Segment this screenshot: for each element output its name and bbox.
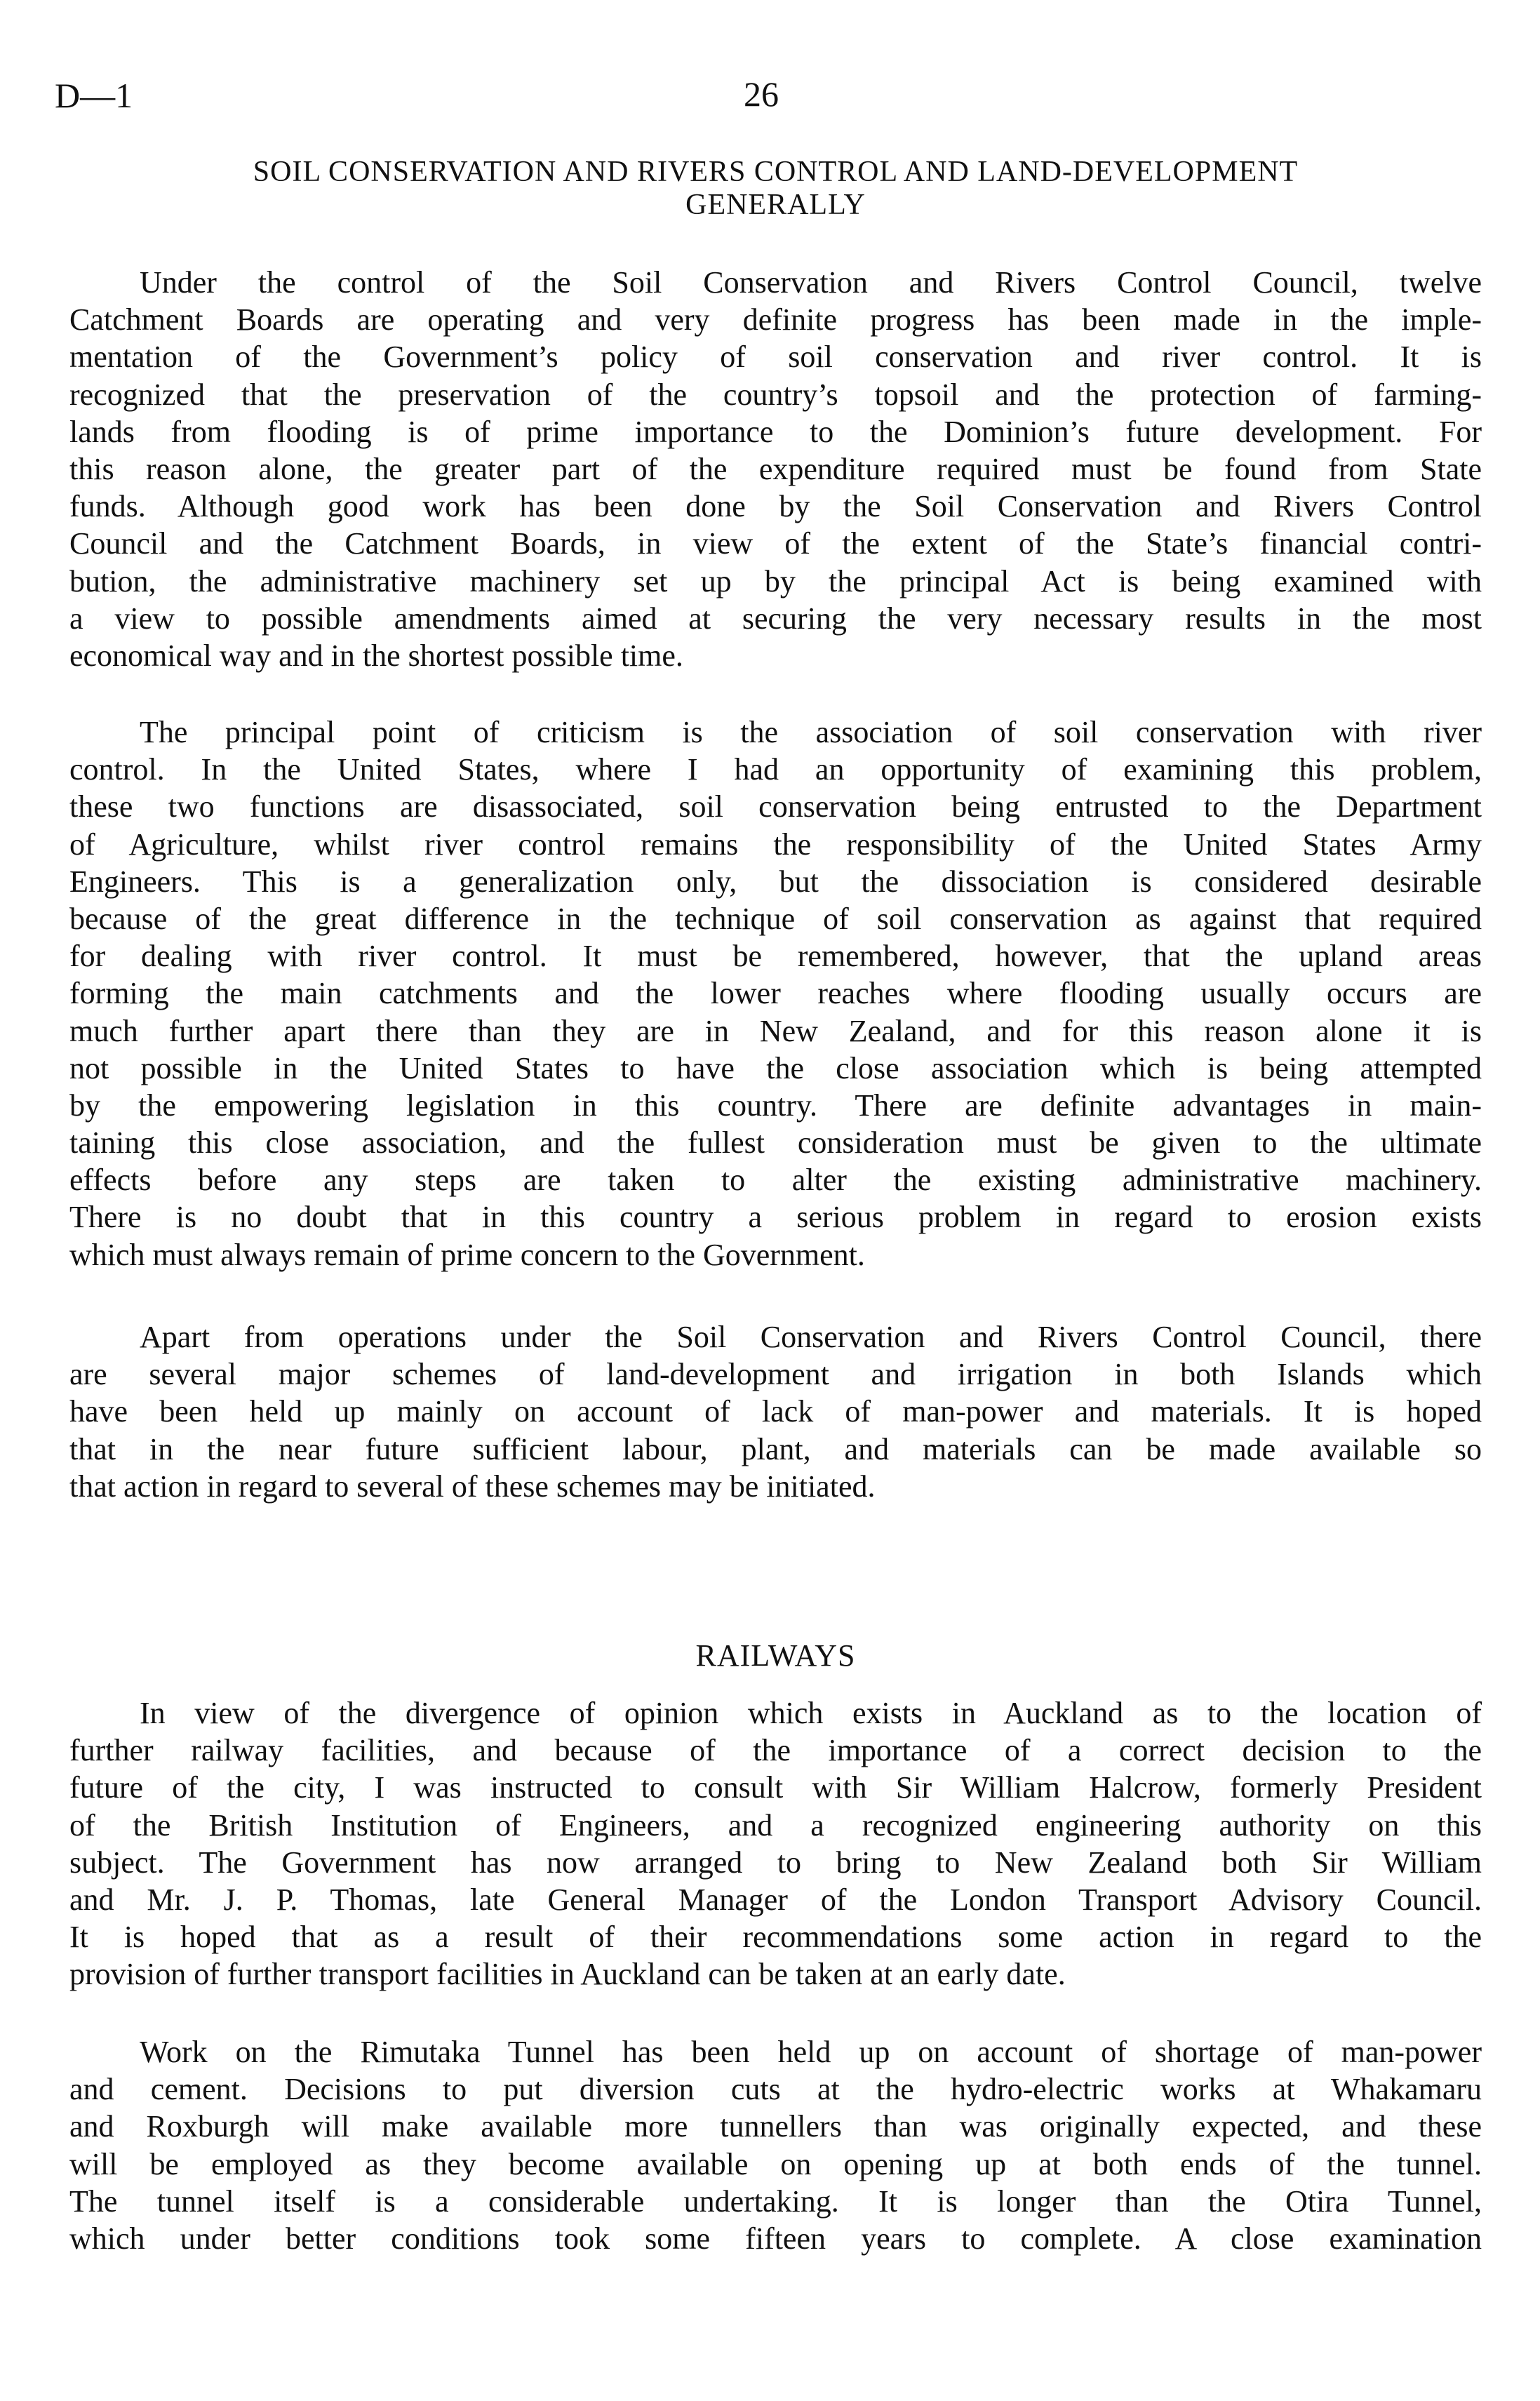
text-line: bution, the administrative machinery set up by the principal Act is being examined with [69,563,1482,598]
text-line: which under better conditions took some fifteen years to complete. A close examination [69,2221,1482,2256]
text-line: this reason alone, the greater part of the expenditure required must be found from State [69,451,1482,486]
text-line: Engineers. This is a generalization only, but the dissociation is considered desirable [69,864,1482,899]
text-line: and Mr. J. P. Thomas, late General Manager of the London Transport Advisory Council. [69,1882,1482,1917]
text-line: economical way and in the shortest possible time. [69,638,683,673]
paragraph [69,714,1482,1273]
text-line: future of the city, I was instructed to consult with Sir William Halcrow, formerly President [69,1770,1482,1805]
text-line: are several major schemes of land-development and irrigation in both Islands which [69,1357,1482,1392]
text-line: Apart from operations under the Soil Conservation and Rivers Control Council, there [140,1320,1482,1354]
text-line: Council and the Catchment Boards, in view of the extent of the State’s financial contri- [69,526,1482,561]
text-line: because of the great difference in the technique of soil conservation as against that required [69,901,1482,936]
text-line: of Agriculture, whilst river control remains the responsibility of the United States Army [69,827,1482,862]
text-line: Work on the Rimutaka Tunnel has been held up on account of shortage of man-power [140,2035,1482,2069]
text-line: have been held up mainly on account of lack of man-power and materials. It is hoped [69,1394,1482,1429]
text-line: not possible in the United States to have the close association which is being attempted [69,1050,1482,1085]
heading-line: GENERALLY [685,189,866,221]
text-line: Under the control of the Soil Conservation and Rivers Control Council, twelve [140,265,1482,300]
text-line: a view to possible amendments aimed at securing the very necessary results in the most [69,601,1482,636]
paragraph [69,264,1482,674]
text-line: The tunnel itself is a considerable undertaking. It is longer than the Otira Tunnel, [69,2183,1482,2219]
text-line: provision of further transport facilities in Auckland can be taken at an early date. [69,1957,1066,1992]
text-line: control. In the United States, where I had an opportunity of examining this problem, [69,752,1482,787]
section-heading-soil-conservation [69,156,1482,222]
text-line: by the empowering legislation in this country. There are definite advantages in main- [69,1088,1482,1123]
text-line: that action in regard to several of these schemes may be initiated. [69,1469,876,1504]
text-line: these two functions are disassociated, soil conservation being entrusted to the Department [69,789,1482,824]
paragraph [69,2033,1482,2257]
text-line: lands from flooding is of prime importance to the Dominion’s future development. For [69,414,1482,449]
section-code: D—1 [55,76,133,115]
text-line: and cement. Decisions to put diversion cuts at the hydro-electric works at Whakamaru [69,2072,1482,2107]
text-line: that in the near future sufficient labour, plant, and materials can be made available so [69,1431,1482,1466]
text-line: It is hoped that as a result of their recommendations some action in regard to the [69,1920,1482,1955]
text-line: much further apart there than they are in New Zealand, and for this reason alone it is [69,1013,1482,1048]
text-line: which must always remain of prime concern to the Government. [69,1237,865,1272]
text-line: recognized that the preservation of the country’s topsoil and the protection of farming- [69,377,1482,412]
text-line: subject. The Government has now arranged to bring to New Zealand both Sir William [69,1845,1482,1880]
text-line: In view of the divergence of opinion which exists in Auckland as to the location of [140,1696,1482,1730]
paragraph [69,1694,1482,1993]
text-line: forming the main catchments and the lower reaches where flooding usually occurs are [69,976,1482,1011]
text-line: taining this close association, and the fullest consideration must be given to the ultimate [69,1125,1482,1161]
section-heading-railways: RAILWAYS [695,1638,856,1673]
text-line: Catchment Boards are operating and very definite progress has been made in the imple- [69,302,1482,337]
page-number: 26 [744,74,779,114]
text-line: There is no doubt that in this country a serious problem in regard to erosion exists [69,1200,1482,1235]
text-line: funds. Although good work has been done by the Soil Conservation and Rivers Control [69,489,1482,524]
text-line: effects before any steps are taken to alter the existing administrative machinery. [69,1163,1482,1198]
text-line: will be employed as they become available on opening up at both ends of the tunnel. [69,2146,1482,2181]
text-line: further railway facilities, and because of the importance of a correct decision to the [69,1733,1482,1768]
text-line: The principal point of criticism is the association of soil conservation with river [140,715,1482,749]
text-line: for dealing with river control. It must be remembered, however, that the upland areas [69,939,1482,974]
text-line: and Roxburgh will make available more tunnellers than was originally expected, and these [69,2109,1482,2144]
text-line: of the British Institution of Engineers, and a recognized engineering authority on this [69,1807,1482,1842]
heading-line: SOIL CONSERVATION AND RIVERS CONTROL AND LAND-DEVELOPMENT [253,156,1299,188]
text-line: mentation of the Government’s policy of soil conservation and river control. It is [69,340,1482,375]
paragraph [69,1318,1482,1505]
